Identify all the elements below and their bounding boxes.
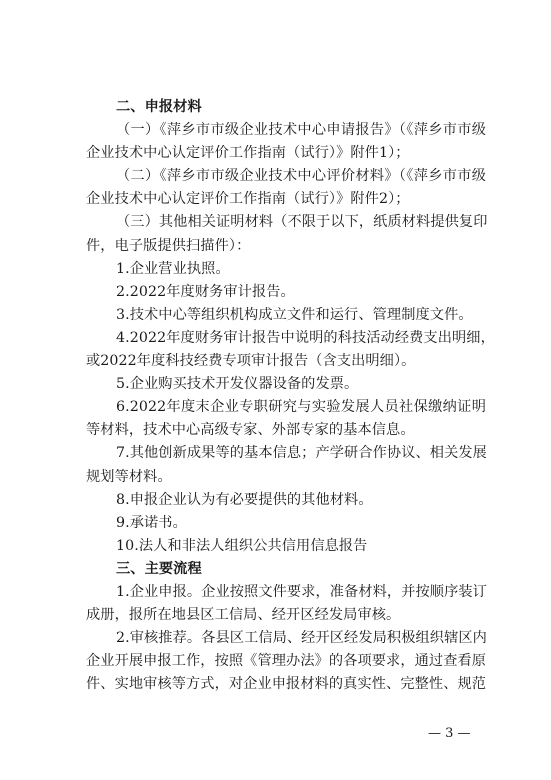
paragraph-line: 企业开展申报工作，按照《管理办法》的各项要求，通过查看原 (86, 653, 487, 670)
page-number: — 3 — (428, 726, 471, 741)
section-heading-main-process: 三、主要流程 (116, 560, 202, 577)
section-heading-application-materials: 二、申报材料 (116, 99, 202, 115)
paragraph-line: 或2022年度科技经费专项审计报告（含支出明细）。 (86, 353, 416, 370)
paragraph-line: （一）《萍乡市市级企业技术中心申请报告》（《萍乡市市级 (116, 122, 486, 139)
list-item: 6.2022年度末企业专职研究与实验发展人员社保缴纳证明 (116, 399, 486, 416)
paragraph-line: 企业技术中心认定评价工作指南（试行）》附件1）； (86, 145, 410, 162)
list-item: 2.2022年度财务审计报告。 (116, 283, 295, 300)
paragraph-line: 规划等材料。 (86, 468, 172, 485)
list-item: 7.其他创新成果等的基本信息；产学研合作协议、相关发展 (116, 445, 487, 462)
paragraph-line: 成册，报所在地县区工信局、经开区经发局审核。 (86, 607, 401, 624)
paragraph-line: 件、实地审核等方式，对企业申报材料的真实性、完整性、规范 (86, 676, 487, 693)
list-item: 1.企业营业执照。 (116, 260, 230, 277)
list-item: 9.承诺书。 (116, 514, 187, 531)
list-item: 5.企业购买技术开发仪器设备的发票。 (116, 376, 359, 393)
list-item: 3.技术中心等组织机构成立文件和运行、管理制度文件。 (116, 306, 473, 323)
document-body (86, 96, 495, 696)
list-item: 2.审核推荐。各县区工信局、经开区经发局积极组织辖区内 (116, 630, 487, 647)
paragraph-line: 企业技术中心认定评价工作指南（试行）》附件2）； (86, 191, 410, 208)
paragraph-line: （三）其他相关证明材料（不限于以下，纸质材料提供复印 (116, 214, 488, 231)
list-item: 4.2022年度财务审计报告中说明的科技活动经费支出明细， (116, 329, 495, 346)
paragraph-line: （二）《萍乡市市级企业技术中心评价材料》（《萍乡市市级 (116, 168, 486, 185)
list-item: 10.法人和非法人组织公共信用信息报告 (116, 537, 368, 554)
list-item: 1.企业申报。企业按照文件要求，准备材料，并按顺序装订 (116, 583, 487, 600)
paragraph-line: 件，电子版提供扫描件）： (86, 237, 251, 254)
paragraph-line: 等材料，技术中心高级专家、外部专家的基本信息。 (86, 422, 415, 439)
list-item: 8.申报企业认为有必要提供的其他材料。 (116, 491, 373, 508)
